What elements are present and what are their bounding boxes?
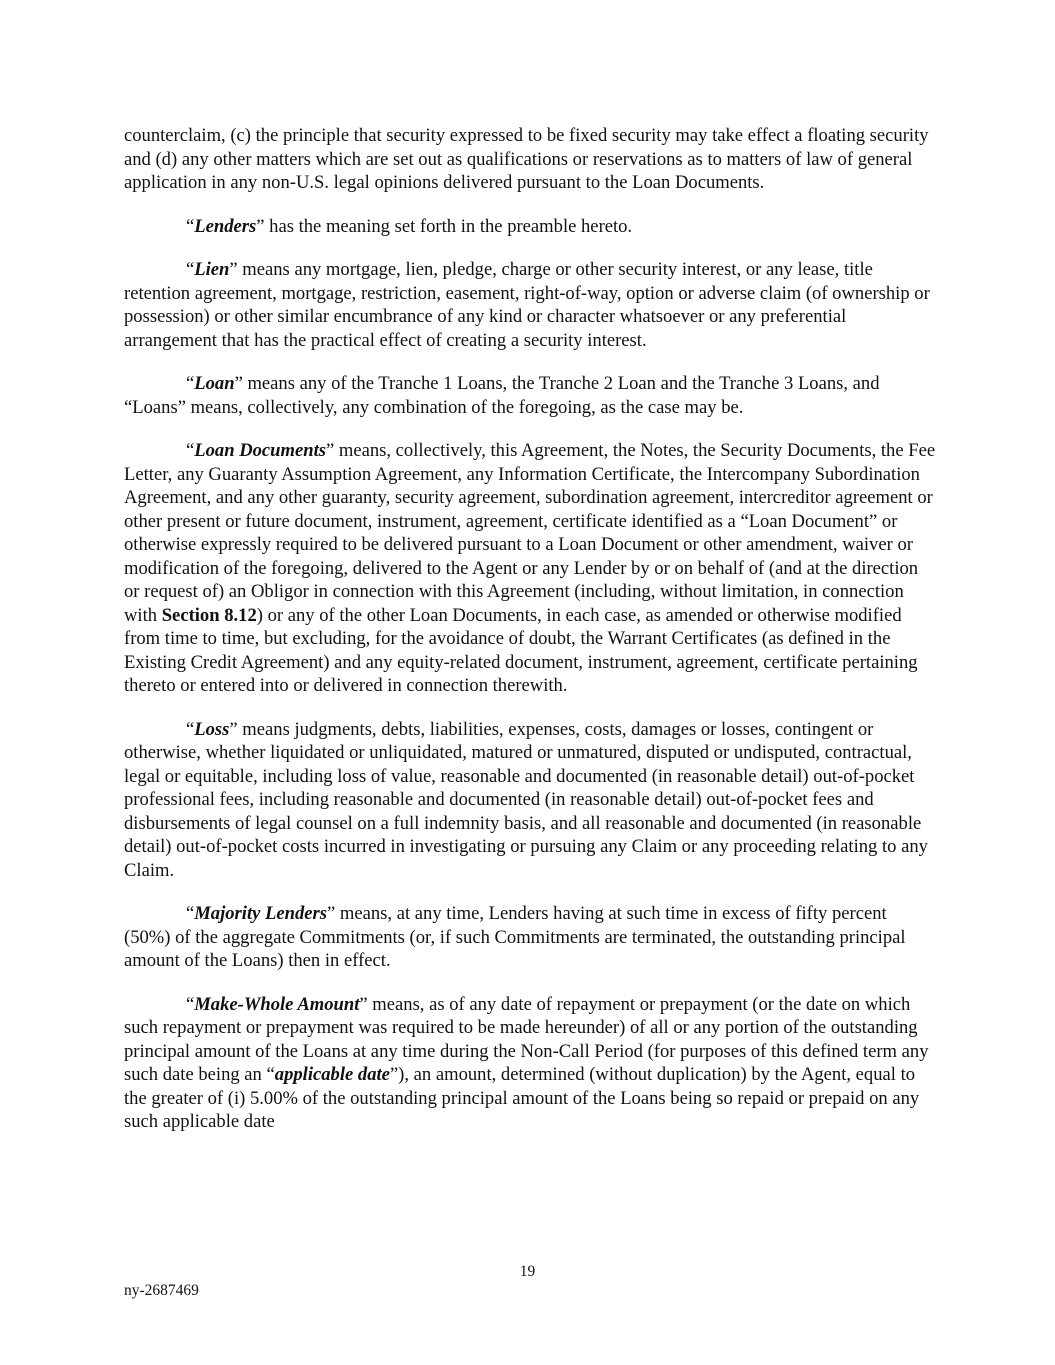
defined-term: Loan Documents [194, 440, 326, 461]
defined-term: Loan [194, 373, 235, 394]
open-quote: “ [186, 215, 195, 237]
defined-term: Majority Lenders [194, 903, 328, 924]
paragraph-continuation [124, 124, 936, 195]
open-quote: “ [186, 440, 195, 461]
open-quote: “ [186, 373, 195, 394]
definition-text: ” means, collectively, this Agreement, the Notes, the Security Documents, the Fee Letter, any Guaranty Assumption Agreement, any Information Certificate, the Intercompany Subordination Agreement, and any other guaranty, security agreement, subordination agreement, intercreditor agreement or other present or future document, instrument, agreement, certificate identified as a “Loan Document” or otherwise expressly required to be delivered pursuant to a Loan Document or other amendment, waiver or modification of the foregoing, delivered to the Agent or any Lender by or on behalf of (and at the direction or request of) an Obligor in connection with this Agreement (including, without limitation, in connection with [124, 440, 936, 626]
document-id: ny-2687469 [124, 1282, 199, 1299]
definition-text: ” means, as of any date of repayment or prepayment (or the date on which such repayment or prepayment was required to be made hereunder) of all or any portion of the outstanding principal amount of the Loans at any time during the Non-Call Period (for purposes of this defined term any such date being an “ [124, 993, 929, 1085]
definition-loan-documents [124, 439, 936, 698]
open-quote: “ [186, 903, 195, 924]
definition-text-continued: ”), an amount, determined (without duplication) by the Agent, equal to the greater of (i) 5.00% of the outstanding principal amount of the Loans being so repaid or prepaid on any such applicable date [124, 1064, 920, 1132]
definition-make-whole-amount [124, 993, 936, 1134]
section-reference: Section 8.12 [161, 604, 257, 626]
open-quote: “ [186, 718, 195, 740]
definition-text: ” means any mortgage, lien, pledge, charge or other security interest, or any lease, title retention agreement, mortgage, restriction, easement, right-of-way, option or adverse claim (of ownership or possession) or other similar encumbrance of any kind or character whatsoever or any preferential arrangement that has the practical effect of creating a security interest. [124, 259, 930, 351]
defined-term: Lien [194, 259, 230, 280]
defined-term: Lenders [194, 215, 257, 237]
page-number: 19 [519, 1263, 536, 1280]
definition-lien [124, 258, 936, 352]
paragraph-text: counterclaim, (c) the principle that security expressed to be fixed security may take effect a floating security and (d) any other matters which are set out as qualifications or reservations as to matters of law of general application in any non-U.S. legal opinions delivered pursuant to the Loan Documents. [124, 125, 929, 193]
definition-lenders [124, 215, 936, 239]
definition-loan [124, 372, 936, 419]
definition-text: ” means, at any time, Lenders having at such time in excess of fifty percent (50%) of the aggregate Commitments (or, if such Commitments are terminated, the outstanding principal amount of the Loans) then in effect. [124, 903, 906, 971]
definition-loss [124, 718, 936, 883]
open-quote: “ [186, 259, 195, 280]
definition-majority-lenders [124, 902, 936, 973]
open-quote: “ [186, 993, 195, 1015]
defined-term: Loss [194, 718, 230, 740]
document-body [124, 124, 936, 1154]
inner-defined-term: applicable date [274, 1064, 390, 1085]
definition-text: ” has the meaning set forth in the preamble hereto. [256, 215, 633, 237]
definition-text: ” means judgments, debts, liabilities, expenses, costs, damages or losses, contingent or otherwise, whether liquidated or unliquidated, matured or unmatured, disputed or undisputed, contractual, legal or equitable, including loss of value, reasonable and documented (in reasonable detail) out-of-pocket professional fees, including reasonable and documented (in reasonable detail) out-of-pocket fees and disbursements of legal counsel on a full indemnity basis, and all reasonable and documented (in reasonable detail) out-of-pocket costs incurred in investigating or pursuing any Claim or any proceeding relating to any Claim. [124, 718, 928, 881]
definition-text: ” means any of the Tranche 1 Loans, the Tranche 2 Loan and the Tranche 3 Loans, and “Loans” means, collectively, any combination of the foregoing, as the case may be. [124, 373, 880, 418]
defined-term: Make-Whole Amount [194, 993, 360, 1015]
definition-text-continued: ) or any of the other Loan Documents, in each case, as amended or otherwise modified from time to time, but excluding, for the avoidance of doubt, the Warrant Certificates (as defined in the Existing Credit Agreement) and any equity-related document, instrument, agreement, certificate pertaining thereto or entered into or delivered in connection therewith. [124, 604, 918, 696]
